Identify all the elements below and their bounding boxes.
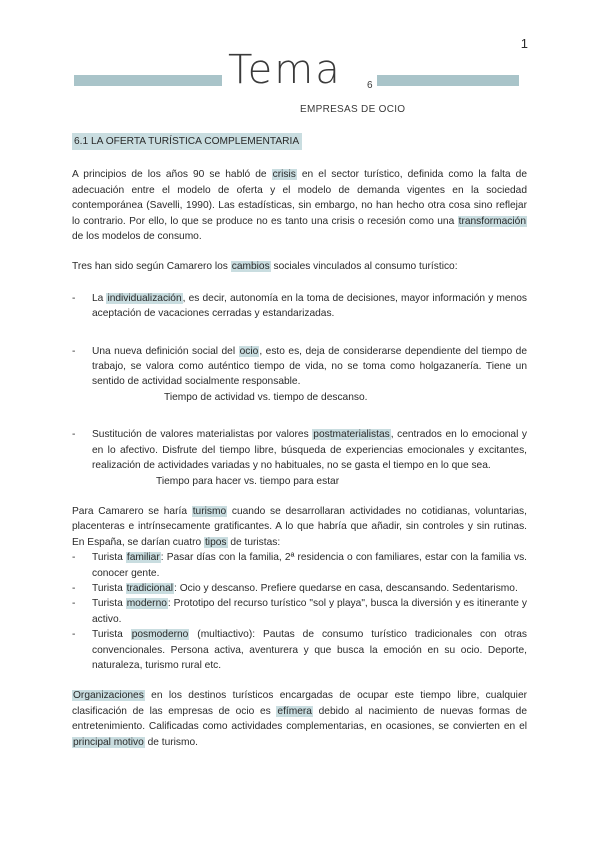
list-item — [72, 427, 527, 489]
list-item — [72, 550, 527, 581]
text: Una nueva definición social del — [92, 345, 239, 357]
highlight: moderno — [126, 598, 167, 610]
paragraph-tourism — [72, 504, 527, 550]
chapter-title: Tema — [228, 47, 342, 93]
text: Turista — [92, 582, 126, 594]
highlight: Organizaciones — [73, 690, 144, 702]
list-item — [72, 344, 527, 406]
text: : Ocio y descanso. Prefiere quedarse en casa, descansando. Sedentarismo. — [174, 582, 518, 594]
text: sociales vinculados al consumo turístico: — [270, 261, 458, 273]
text: Turista — [92, 598, 126, 610]
text: (multiactivo): Pautas de consumo turístico tradicionales con otras convencionales. Persona activa, aventurera y que busca la emoción en su ocio. Deporte, naturaleza, turismo rural etc. — [92, 629, 528, 671]
text: A principios de los años 90 se habló de — [72, 169, 272, 181]
highlight: posmoderno — [131, 629, 189, 641]
text: cuando se desarrollaran actividades no cotidianas, voluntarias, placenteras e intrínsecamente gratificantes. A lo que habría que añadir, sin controles y sin rutinas. En España, se darían cuatro — [72, 505, 527, 548]
text: en el sector turístico, definida como la falta de adecuación entre el modelo de oferta y el modelo de demanda vigentes en la sociedad contemporánea (Savelli, 1990). Las estadísticas, sin embargo, no han hecho otra cosa sino reflejar lo contrario. Por ello, lo que se produce no es tanto una crisis o recesión como una — [72, 169, 527, 227]
list-subnote: Tiempo para hacer vs. tiempo para estar — [156, 475, 340, 487]
document-body — [72, 133, 527, 750]
list-item — [72, 581, 527, 596]
highlight: individualización — [107, 292, 182, 304]
text: La — [92, 292, 107, 304]
tourist-types-list — [72, 550, 527, 673]
text: , centrados en lo emocional y en lo afectivo. Disfrute del tiempo libre, búsqueda de experiencias emocionales y excitantes, realización de actividades variadas y no habituales, no se gasta el tiempo en lo que sea. — [92, 429, 528, 472]
header-band-right — [377, 75, 519, 86]
highlight: efímera — [277, 705, 312, 717]
highlight: familiar — [126, 552, 160, 564]
chapter-number: 6 — [367, 80, 373, 91]
text: debido al nacimiento de nuevas formas de entretenimiento. Calificadas como actividades complementarias, en ocasiones, se convierten en el — [72, 705, 527, 733]
paragraph-organizations — [72, 688, 527, 750]
list-item — [72, 627, 527, 673]
header-band-left — [74, 75, 222, 86]
text: : Prototipo del recurso turístico "sol y playa", busca la diversión y es itinerante y activo. — [92, 598, 527, 625]
text: , esto es, deja de considerarse dependiente del tiempo de trabajo, se valora como auténtico tiempo de vida, no se toma como holgazanería. Tiene un sentido de actividad socialmente responsable. — [92, 345, 527, 388]
text: , es decir, autonomía en la toma de decisiones, mayor información y menos aceptación de vacaciones cerradas y estandarizadas. — [92, 292, 527, 320]
page-number: 1 — [520, 36, 528, 51]
list-item — [72, 291, 527, 322]
chapter-subtitle: EMPRESAS DE OCIO — [300, 104, 406, 115]
highlight: transformación — [458, 215, 526, 227]
highlight: crisis — [272, 169, 296, 181]
text: de los modelos de consumo. — [72, 231, 202, 243]
highlight: ocio — [239, 345, 259, 357]
section-title: 6.1 LA OFERTA TURÍSTICA COMPLEMENTARIA — [72, 133, 302, 150]
highlight: principal motivo — [73, 736, 144, 748]
list-item — [72, 596, 527, 627]
text: Turista — [92, 629, 131, 641]
highlight: tradicional — [126, 582, 174, 594]
text: : Pasar días con la familia, 2ª residencia o con familiares, estar con la familia vs. conocer gente. — [92, 552, 528, 579]
highlight: postmaterialistas — [313, 429, 390, 441]
text: Para Camarero se haría — [72, 505, 192, 517]
highlight: tipos — [204, 536, 227, 548]
text: Tres han sido según Camarero los — [72, 261, 231, 273]
text: de turistas: — [227, 536, 281, 548]
paragraph-crisis — [72, 167, 527, 244]
text: de turismo. — [144, 736, 199, 748]
paragraph-changes-intro — [72, 259, 527, 274]
highlight: turismo — [192, 505, 227, 517]
text: Turista — [92, 552, 126, 564]
text: Sustitución de valores materialistas por valores — [92, 429, 313, 441]
list-subnote: Tiempo de actividad vs. tiempo de descanso. — [164, 391, 368, 403]
highlight: cambios — [231, 261, 270, 273]
changes-list — [72, 291, 527, 489]
text: en los destinos turísticos encargadas de ocupar este tiempo libre, cualquier clasificación de las empresas de ocio es — [72, 690, 527, 717]
